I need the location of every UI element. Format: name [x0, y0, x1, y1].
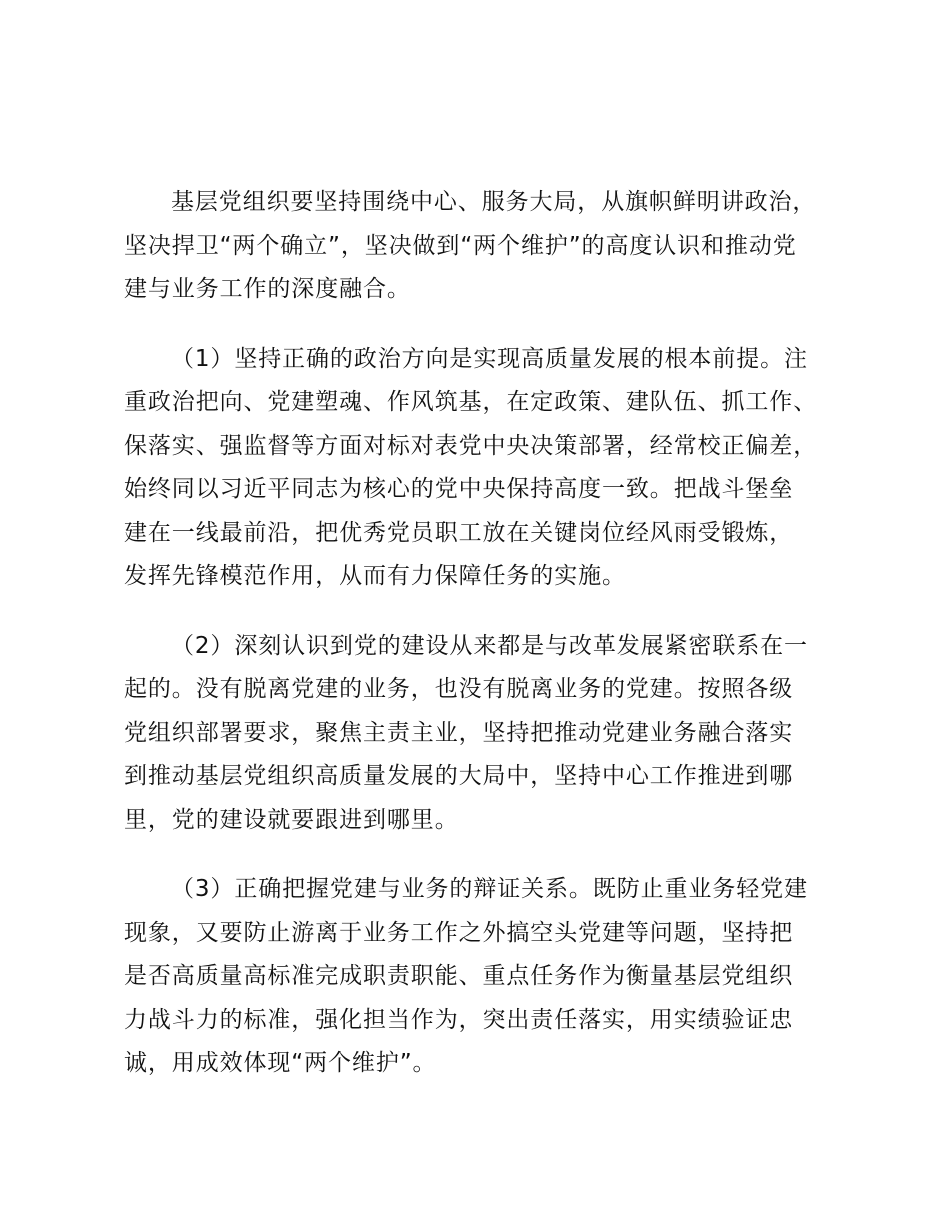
text-line: 保落实、强监督等方面对标对表党中央决策部署，经常校正偏差， [124, 432, 818, 459]
text-line: 里，党的建设就要跟进到哪里。 [124, 806, 459, 833]
paragraph-point-1 [124, 338, 864, 599]
paragraph-point-2 [124, 625, 864, 843]
document-body [124, 181, 864, 1112]
text-line: 现象，又要防止游离于业务工作之外搞空头党建等问题，坚持把 [124, 919, 794, 946]
text-line: 党组织部署要求，聚焦主责主业，坚持把推动党建业务融合落实 [124, 719, 794, 746]
text-line: 建在一线最前沿，把优秀党员职工放在关键岗位经风雨受锻炼， [124, 519, 794, 546]
text-line: 建与业务工作的深度融合。 [124, 276, 411, 302]
text-line: 始终同以习近平同志为核心的党中央保持高度一致。把战斗堡垒 [124, 476, 794, 502]
text-line: 重政治把向、党建塑魂、作风筑基，在定政策、建队伍、抓工作、 [124, 389, 818, 415]
text-line: 是否高质量高标准完成职责职能、重点任务作为衡量基层党组织 [124, 963, 794, 989]
text-line: （2）深刻认识到党的建设从来都是与改革发展紧密联系在一 [171, 632, 808, 659]
paragraph-point-3 [124, 868, 864, 1086]
paragraph-intro [124, 181, 864, 312]
text-line: 起的。没有脱离党建的业务，也没有脱离业务的党建。按照各级 [124, 676, 794, 702]
text-line: （1）坚持正确的政治方向是实现高质量发展的根本前提。注 [171, 345, 808, 372]
text-line: 发挥先锋模范作用，从而有力保障任务的实施。 [124, 563, 626, 589]
text-line: 诚，用成效体现“两个维护”。 [124, 1050, 437, 1076]
text-line: 基层党组织要坚持围绕中心、服务大局，从旗帜鲜明讲政治， [171, 189, 817, 215]
text-line: 到推动基层党组织高质量发展的大局中，坚持中心工作推进到哪 [124, 763, 794, 789]
text-line: （3）正确把握党建与业务的辩证关系。既防止重业务轻党建 [171, 876, 808, 902]
text-line: 坚决捍卫“两个确立”，坚决做到“两个维护”的高度认识和推动党 [124, 232, 797, 259]
text-line: 力战斗力的标准，强化担当作为，突出责任落实，用实绩验证忠 [124, 1006, 794, 1033]
